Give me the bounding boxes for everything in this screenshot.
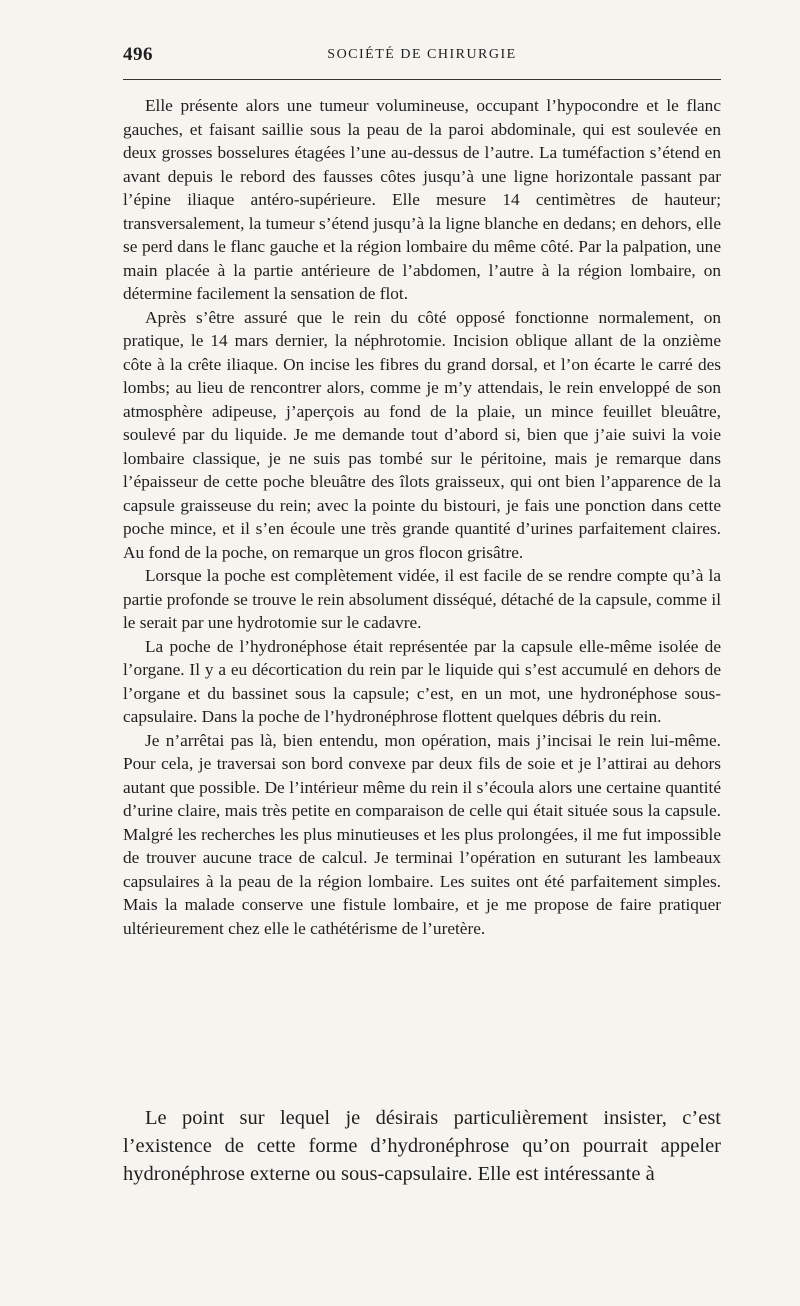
- small-print-section: [123, 94, 721, 940]
- main-text-section: [123, 1104, 721, 1188]
- paragraph-operation-continued: Je n’arrêtai pas là, bien entendu, mon opération, mais j’incisai le rein lui-même. Pour cela, je traversai son bord convexe par deux fils de soie et je l’attirai au dehors autant que possible. De l’intérieur même du rein il s’écoula alors une certaine quantité d’urine claire, mais très petite en comparaison de celle qui était située sous la capsule. Malgré les recherches les plus minutieuses et les plus prolongées, il me fut impossible de trouver aucune trace de calcul. Je terminai l’opération en suturant les lambeaux capsulaires à la peau de la région lombaire. Les suites ont été parfaitement simples. Mais la malade conserve une fistule lombaire, et je me propose de faire pratiquer ultérieurement chez elle le cathétérisme de l’uretère.: [123, 730, 721, 938]
- paragraph-hydronephrosis-pocket: La poche de l’hydronéphose était représentée par la capsule elle-même isolée de l’organe. Il y a eu décortication du rein par le liquide qui s’est accumulé en dehors de l’organe et du bassinet sous la capsule; c’est, en un mot, une hydronéphose sous-capsulaire. Dans la poche de l’hydronéphrose flottent quelques débris du rein.: [123, 636, 721, 726]
- running-head: [123, 44, 721, 68]
- paragraph-main-point: Le point sur lequel je désirais particulièrement insister, c’est l’existence de cette forme d’hydronéphrose qu’on pourrait appeler hydronéphrose externe ou sous-capsulaire. Elle est intéressante à: [123, 1107, 721, 1185]
- page-number: 496: [123, 44, 153, 65]
- paragraph-nephrotomy: Après s’être assuré que le rein du côté opposé fonctionne normalement, on pratique, le 14 mars dernier, la néphrotomie. Incision oblique allant de la onzième côte à la crête iliaque. On incise les fibres du grand dorsal, et l’on écarte le carré des lombs; au lieu de rencontrer alors, comme je m’y attendais, le rein enveloppé de son atmosphère adipeuse, j’aperçois au fond de la plaie, un mince feuillet bleuâtre, soulevé par du liquide. Je me demande tout d’abord si, bien que j’aie suivi la voie lombaire classique, je ne suis pas tombé sur le péritoine, mais je remarque dans l’épaisseur de cette poche bleuâtre des îlots graisseux, qui ont bien l’apparence de la capsule graisseuse du rein; avec la pointe du bistouri, je fais une ponction dans cette poche mince, et il s’en écoule une très grande quantité d’urines parfaitement claires. Au fond de la poche, on remarque un gros flocon grisâtre.: [123, 307, 721, 562]
- paragraph-kidney-dissected: Lorsque la poche est complètement vidée, il est facile de se rendre compte qu’à la partie profonde se trouve le rein absolument disséqué, détaché de la capsule, comme il le serait par une hydrotomie sur le cadavre.: [123, 566, 721, 632]
- header-rule: [123, 79, 721, 80]
- journal-title: SOCIÉTÉ DE CHIRURGIE: [327, 47, 517, 62]
- paragraph-tumor-description: Elle présente alors une tumeur volumineuse, occupant l’hypocondre et le flanc gauches, et faisant saillie sous la peau de la paroi abdominale, qui est soulevée en deux grosses bosselures étagées l’une au-dessus de l’autre. La tuméfaction s’étend en avant depuis le rebord des fausses côtes jusqu’à une ligne horizontale passant par l’épine iliaque antéro-supérieure. Elle mesure 14 centimètres de hauteur; transversalement, la tumeur s’étend jusqu’à la ligne blanche en dedans; en dehors, elle se perd dans le flanc gauche et la région lombaire du même côté. Par la palpation, une main placée à la partie antérieure de l’abdomen, l’autre à la région lombaire, on détermine facilement la sensation de flot.: [123, 96, 721, 303]
